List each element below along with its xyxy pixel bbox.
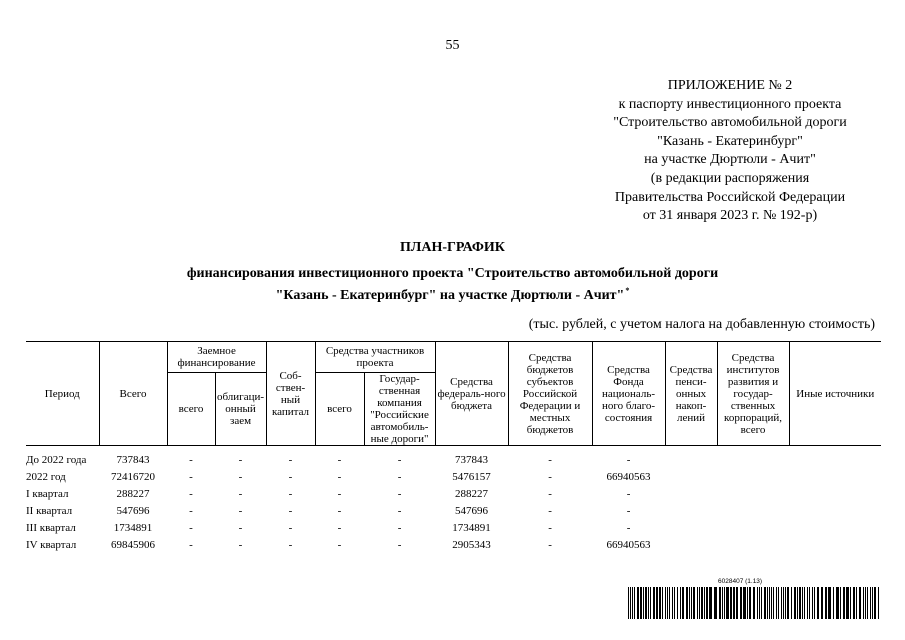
cell-regional-budgets: - xyxy=(548,521,552,534)
cell-participants-total: - xyxy=(337,538,342,551)
appendix-line: от 31 января 2023 г. № 192-р) xyxy=(642,208,818,224)
cell-state-company: - xyxy=(397,538,402,551)
cell-loan-total: - xyxy=(189,538,193,551)
cell-bond-loan: - xyxy=(238,504,243,517)
table-row xyxy=(26,502,881,519)
cell-period: III квартал xyxy=(26,521,76,534)
header-loan-group: Заемное финансирование xyxy=(167,342,266,373)
cell-national-welfare-fund: - xyxy=(626,504,631,517)
cell-pension-savings xyxy=(665,519,717,536)
cell-regional-budgets: - xyxy=(548,470,552,483)
appendix-line: на участке Дюртюли - Ачит" xyxy=(644,152,816,168)
cell-total: 547696 xyxy=(116,504,150,517)
cell-loan-total: - xyxy=(189,453,193,466)
cell-state-company: - xyxy=(397,504,402,517)
cell-period: I квартал xyxy=(26,487,69,500)
footnote-mark: * xyxy=(625,286,630,295)
cell-participants-total: - xyxy=(337,453,342,466)
appendix-line: "Строительство автомобильной дороги xyxy=(613,115,847,131)
cell-state-company: - xyxy=(397,521,402,534)
cell-bond-loan: - xyxy=(238,487,243,500)
cell-total: 72416720 xyxy=(111,470,155,483)
header-own-capital: Соб-ствен-ный капитал xyxy=(266,342,315,446)
cell-development-institutions xyxy=(717,468,789,485)
table-row xyxy=(26,536,881,553)
appendix-block xyxy=(595,77,865,226)
cell-bond-loan: - xyxy=(238,521,243,534)
financing-schedule-table xyxy=(26,341,881,553)
cell-pension-savings xyxy=(665,446,717,469)
cell-loan-total: - xyxy=(189,521,193,534)
appendix-line: ПРИЛОЖЕНИЕ № 2 xyxy=(667,78,793,93)
cell-total: 69845906 xyxy=(111,538,155,551)
cell-period: До 2022 года xyxy=(26,453,87,466)
cell-participants-total: - xyxy=(337,470,342,483)
subtitle-line-2 xyxy=(0,282,905,304)
cell-bond-loan: - xyxy=(238,470,243,483)
cell-participants-total: - xyxy=(337,504,342,517)
cell-loan-total: - xyxy=(189,504,193,517)
cell-other-sources xyxy=(789,468,881,485)
cell-regional-budgets: - xyxy=(548,538,552,551)
units-note: (тыс. рублей, с учетом налога на добавленную стоимость) xyxy=(528,317,875,332)
cell-state-company: - xyxy=(397,453,402,466)
cell-other-sources xyxy=(789,485,881,502)
cell-federal-budget: 2905343 xyxy=(452,538,491,551)
table-row xyxy=(26,446,881,469)
cell-federal-budget: 1734891 xyxy=(452,521,491,534)
header-state-company: Государ-ственная компания "Российские автомобиль-ные дороги" xyxy=(364,373,435,446)
cell-development-institutions xyxy=(717,446,789,469)
cell-other-sources xyxy=(789,446,881,469)
cell-own-capital: - xyxy=(288,470,293,483)
header-development-institutions: Средства институтов развития и государ-ственных корпораций, всего xyxy=(717,342,789,446)
cell-regional-budgets: - xyxy=(548,453,552,466)
cell-bond-loan: - xyxy=(238,453,243,466)
cell-regional-budgets: - xyxy=(548,487,552,500)
barcode-number: 6028407 (1.13) xyxy=(718,578,763,585)
header-bond-loan: облигаци-онный заем xyxy=(215,373,266,446)
barcode-image xyxy=(628,587,881,619)
appendix-line: Правительства Российской Федерации xyxy=(614,189,846,205)
header-period: Период xyxy=(26,342,99,446)
appendix-line: (в редакции распоряжения xyxy=(650,170,810,186)
cell-other-sources xyxy=(789,536,881,553)
appendix-line: "Казань - Екатеринбург" xyxy=(657,133,803,149)
cell-participants-total: - xyxy=(337,521,342,534)
cell-loan-total: - xyxy=(189,487,193,500)
cell-own-capital: - xyxy=(288,538,293,551)
cell-period: IV квартал xyxy=(26,538,77,551)
page-number: 55 xyxy=(445,38,460,53)
cell-pension-savings xyxy=(665,468,717,485)
cell-regional-budgets: - xyxy=(548,504,552,517)
cell-total: 1734891 xyxy=(113,521,153,534)
table-row xyxy=(26,468,881,485)
cell-development-institutions xyxy=(717,502,789,519)
cell-national-welfare-fund: 66940563 xyxy=(606,538,651,551)
header-loan-total: всего xyxy=(167,373,215,446)
cell-other-sources xyxy=(789,519,881,536)
header-regional-budgets: Средства бюджетов субъектов Российской Федерации и местных бюджетов xyxy=(508,342,592,446)
cell-development-institutions xyxy=(717,519,789,536)
header-total: Всего xyxy=(99,342,167,446)
header-other-sources: Иные источники xyxy=(789,342,881,446)
cell-pension-savings xyxy=(665,485,717,502)
cell-federal-budget: 737843 xyxy=(455,453,489,466)
cell-national-welfare-fund: - xyxy=(626,453,631,466)
cell-other-sources xyxy=(789,502,881,519)
cell-state-company: - xyxy=(397,487,402,500)
cell-national-welfare-fund: 66940563 xyxy=(606,470,651,483)
cell-federal-budget: 5476157 xyxy=(452,470,491,483)
cell-federal-budget: 288227 xyxy=(455,487,489,500)
cell-period: II квартал xyxy=(26,504,73,517)
appendix-line: к паспорту инвестиционного проекта xyxy=(618,96,842,112)
subtitle-line-2-text: "Казань - Екатеринбург" на участке Дюртюли - Ачит" xyxy=(275,288,625,303)
cell-loan-total: - xyxy=(189,470,193,483)
header-participants-group: Средства участников проекта xyxy=(315,342,435,373)
subtitle-line-1: финансирования инвестиционного проекта "Строительство автомобильной дороги xyxy=(186,266,719,281)
cell-own-capital: - xyxy=(288,521,293,534)
cell-pension-savings xyxy=(665,536,717,553)
table-row xyxy=(26,519,881,536)
cell-total: 737843 xyxy=(116,453,150,466)
cell-period: 2022 год xyxy=(26,470,66,483)
cell-development-institutions xyxy=(717,536,789,553)
cell-state-company: - xyxy=(397,470,402,483)
header-national-welfare-fund: Средства Фонда националь-ного благо-состояния xyxy=(592,342,665,446)
cell-national-welfare-fund: - xyxy=(626,487,631,500)
cell-own-capital: - xyxy=(288,453,293,466)
cell-total: 288227 xyxy=(116,487,150,500)
document-subtitle xyxy=(0,265,905,304)
header-federal-budget: Средства федераль-ного бюджета xyxy=(435,342,508,446)
cell-own-capital: - xyxy=(288,504,293,517)
cell-own-capital: - xyxy=(288,487,293,500)
cell-pension-savings xyxy=(665,502,717,519)
table-row xyxy=(26,485,881,502)
header-pension-savings: Средства пенси-онных накоп-лений xyxy=(665,342,717,446)
document-title: ПЛАН-ГРАФИК xyxy=(400,240,505,255)
cell-national-welfare-fund: - xyxy=(626,521,631,534)
cell-participants-total: - xyxy=(337,487,342,500)
header-participants-total: всего xyxy=(315,373,364,446)
cell-federal-budget: 547696 xyxy=(455,504,489,517)
cell-bond-loan: - xyxy=(238,538,243,551)
cell-development-institutions xyxy=(717,485,789,502)
